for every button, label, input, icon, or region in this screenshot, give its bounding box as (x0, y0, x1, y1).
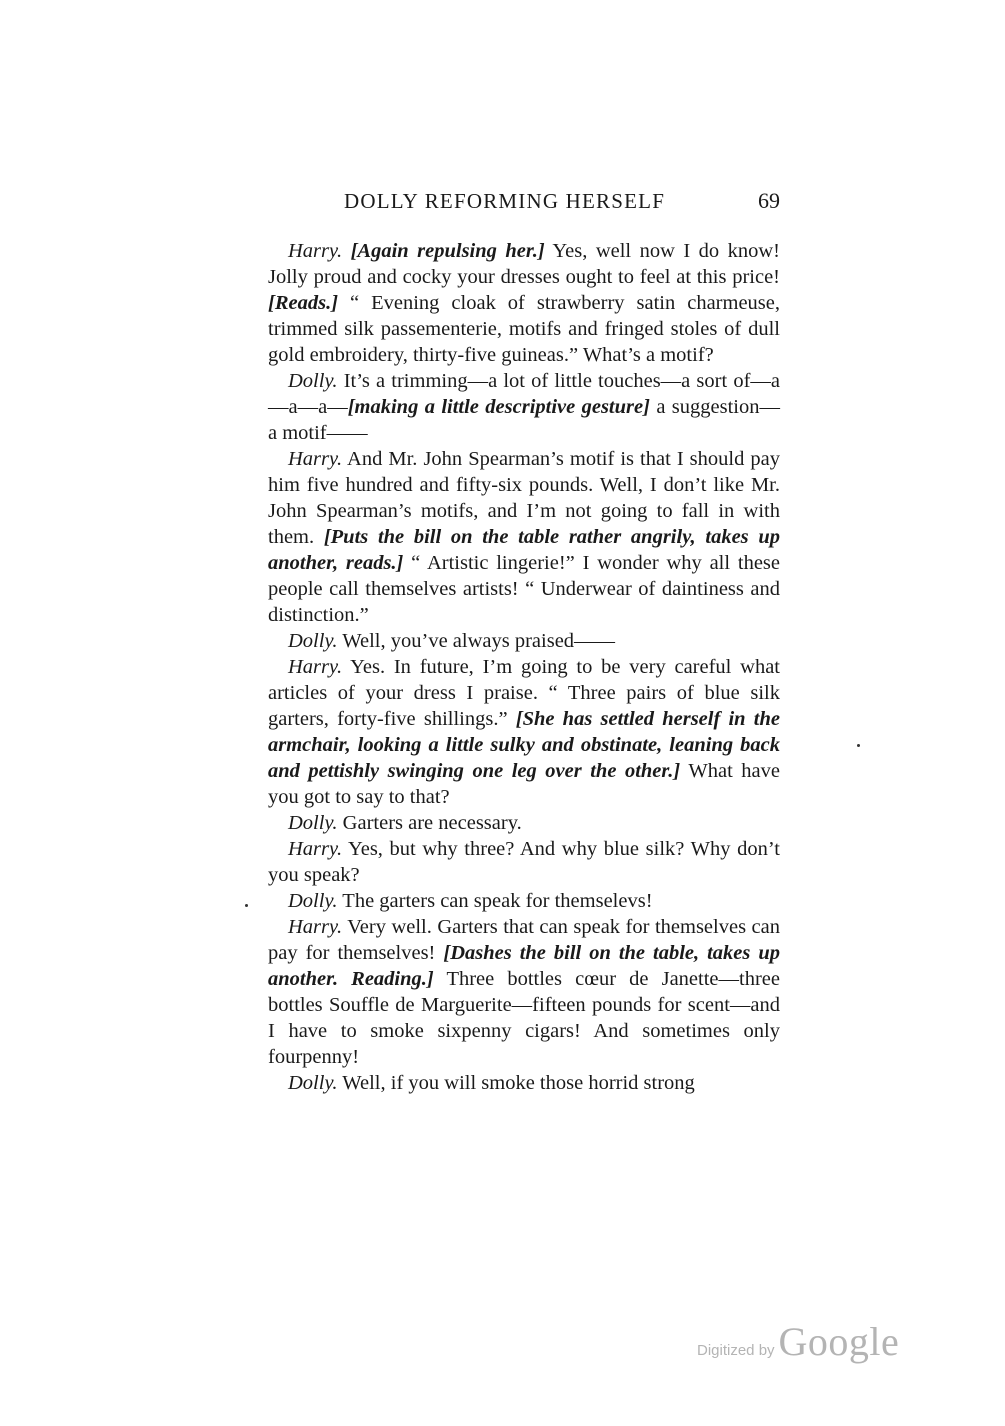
speaker-name: Harry. (288, 240, 343, 262)
dialogue-paragraph (268, 914, 780, 1070)
stage-direction: [Reads.] (268, 292, 339, 314)
speech-text: And Mr. John Spearman’s motif is that I should pay him five hundred and fifty-six pounds. Well, I don’t like Mr. John Spearman’s motifs, and I’m not going to fall in with them. (268, 448, 780, 548)
stage-direction: [Again repulsing her.] (350, 240, 545, 262)
speaker-name: Dolly. (288, 812, 338, 834)
stage-direction: [Puts the bill on the table rather angrily, takes up another, reads.] (268, 526, 780, 574)
dialogue-paragraph (268, 368, 780, 446)
dialogue-paragraph (268, 628, 780, 654)
dialogue-paragraph (268, 810, 780, 836)
speaker-name: Dolly. (288, 1072, 338, 1094)
speech-text: It’s a trimming—a lot of little touches—a sort of—a—a—a— (268, 370, 780, 418)
speech-text: What have you got to say to that? (268, 760, 780, 808)
dialogue-paragraph (268, 238, 780, 368)
dialogue-paragraph (268, 1070, 780, 1096)
stage-direction: [Dashes the bill on the table, takes up another. Reading.] (268, 942, 780, 990)
speech-text: Yes. In future, I’m going to be very careful what articles of your dress I praise. “ Three pairs of blue silk garters, forty-five shillings.” (268, 656, 780, 730)
running-title: DOLLY REFORMING HERSELF (344, 189, 666, 213)
stage-direction: [making a little descriptive gesture] (347, 396, 650, 418)
speaker-name: Harry. (288, 838, 343, 860)
speaker-name: Dolly. (288, 630, 338, 652)
speech-text: Very well. Garters that can speak for themselves can pay for themselves! (268, 916, 780, 964)
digitization-watermark (697, 1318, 899, 1368)
dialogue-paragraph (268, 836, 780, 888)
speaker-name: Dolly. (288, 890, 338, 912)
watermark-prefix: Digitized by (697, 1342, 775, 1359)
watermark-logo: Google (778, 1319, 900, 1364)
speech-text: The garters can speak for themselevs! (337, 890, 653, 912)
speech-text: “ Evening cloak of strawberry satin charmeuse, trimmed silk passementerie, motifs and fringed stoles of dull gold embroidery, thirty-five guineas.” What’s a motif? (268, 292, 780, 366)
speech-text: Garters are necessary. (337, 812, 522, 834)
dialogue-text (268, 238, 780, 1096)
speaker-name: Harry. (288, 656, 343, 678)
dialogue-paragraph (268, 888, 780, 914)
speech-text: a suggestion—a motif—— (268, 396, 780, 444)
speaker-name: Dolly. (288, 370, 338, 392)
speech-text: Yes, well now I do know! Jolly proud and cocky your dresses ought to feel at this price! (268, 240, 781, 288)
speech-text: Well, if you will smoke those horrid strong (337, 1072, 695, 1094)
speech-text: Three bottles cœur de Janette—three bottles Souffle de Marguerite—fifteen pounds for scent—and I have to smoke sixpenny cigars! And sometimes only fourpenny! (268, 968, 780, 1068)
speaker-name: Harry. (288, 448, 343, 470)
page-header (268, 186, 780, 216)
speaker-name: Harry. (288, 916, 343, 938)
page-number: 69 (758, 188, 780, 213)
scan-speck (245, 904, 248, 907)
stage-direction: [She has settled herself in the armchair, looking a little sulky and obstinate, leaning back and pettishly swinging one leg over the other.] (268, 708, 780, 782)
speech-text: Yes, but why three? And why blue silk? Why don’t you speak? (268, 838, 780, 886)
speech-text: Well, you’ve always praised—— (337, 630, 616, 652)
scan-speck (857, 744, 860, 747)
dialogue-paragraph (268, 446, 780, 628)
dialogue-paragraph (268, 654, 780, 810)
speech-text: “ Artistic lingerie!” I wonder why all these people call themselves artists! “ Underwear of daintiness and distinction.” (268, 552, 780, 626)
